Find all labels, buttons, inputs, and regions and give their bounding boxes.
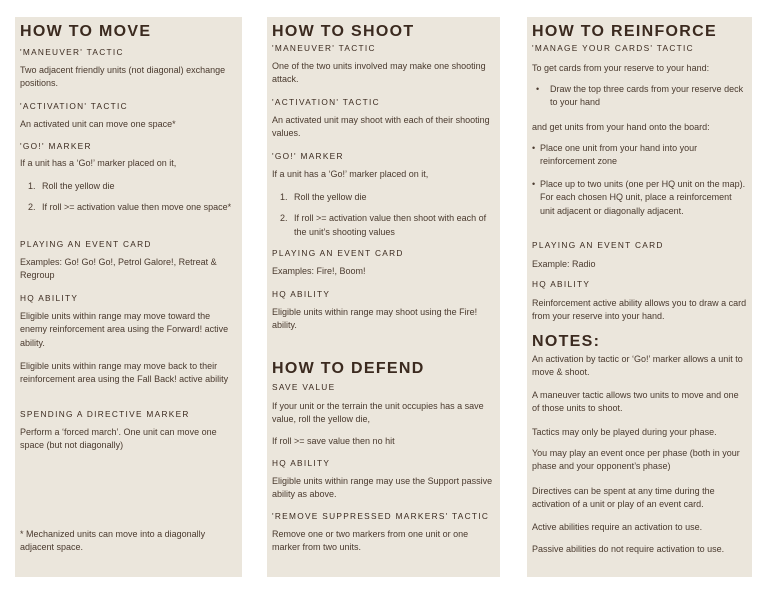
move-title: HOW TO MOVE bbox=[20, 23, 152, 40]
shoot-go-text: If a unit has a ‘Go!’ marker placed on it, bbox=[272, 169, 429, 179]
reinforce-event-text: Example: Radio bbox=[532, 259, 596, 269]
shoot-go-step-1: 1. Roll the yellow die bbox=[290, 191, 495, 204]
shoot-go-heading: 'GO!' MARKER bbox=[272, 151, 344, 161]
shoot-event-heading: PLAYING AN EVENT CARD bbox=[272, 248, 404, 258]
reinforce-title: HOW TO REINFORCE bbox=[532, 23, 717, 40]
move-panel bbox=[15, 17, 242, 577]
move-go-step-1: 1. Roll the yellow die bbox=[38, 180, 237, 193]
reinforce-bullet-draw: • Draw the top three cards from your reserve deck to your hand bbox=[550, 83, 747, 110]
reinforce-event-heading: PLAYING AN EVENT CARD bbox=[532, 240, 664, 250]
defend-title-wrap bbox=[272, 360, 495, 378]
move-go-heading: 'GO!' MARKER bbox=[20, 141, 92, 151]
reinforce-manage-text-1: To get cards from your reserve to your hand: bbox=[532, 63, 710, 73]
notes-item-3: Tactics may only be played during your phase. bbox=[532, 427, 717, 437]
notes-item-2: A maneuver tactic allows two units to move and one of those units to shoot. bbox=[532, 390, 739, 414]
notes-title-wrap bbox=[532, 333, 747, 351]
defend-remove-text: Remove one or two markers from one unit or one marker from two units. bbox=[272, 529, 469, 553]
move-event-heading: PLAYING AN EVENT CARD bbox=[20, 239, 152, 249]
notes-item-4: You may play an event once per phase (both in your phase and your opponent’s phase) bbox=[532, 448, 740, 472]
shoot-maneuver-heading: 'MANEUVER' TACTIC bbox=[272, 43, 376, 53]
reinforce-bullet-place-one: • Place one unit from your hand into your reinforcement zone bbox=[532, 142, 747, 169]
move-activation-heading: 'ACTIVATION' TACTIC bbox=[20, 101, 128, 111]
move-maneuver-text: Two adjacent friendly units (not diagonal) exchange positions. bbox=[20, 65, 226, 89]
move-directive-text: Perform a ‘forced march’. One unit can move one space (but not diagonally) bbox=[20, 427, 217, 451]
reinforce-hq-heading: HQ ABILITY bbox=[532, 279, 591, 289]
shoot-title: HOW TO SHOOT bbox=[272, 23, 415, 40]
shoot-event-text: Examples: Fire!, Boom! bbox=[272, 266, 366, 276]
shoot-hq-heading: HQ ABILITY bbox=[272, 289, 331, 299]
notes-item-7: Passive abilities do not require activation to use. bbox=[532, 544, 725, 554]
reinforce-manage-text-2: and get units from your hand onto the board: bbox=[532, 122, 710, 132]
notes-item-5: Directives can be spent at any time during the activation of a unit or play of an event card. bbox=[532, 486, 715, 510]
shoot-go-step-2: 2. If roll >= activation value then shoot with each of the unit’s shooting values bbox=[290, 212, 495, 239]
defend-hq-text: Eligible units within range may use the Support passive ability as above. bbox=[272, 476, 493, 500]
move-go-step-2: 2. If roll >= activation value then move one space* bbox=[38, 201, 237, 214]
defend-save-text-1: If your unit or the terrain the unit occupies has a save value, roll the yellow die, bbox=[272, 401, 484, 425]
defend-save-heading: SAVE VALUE bbox=[272, 382, 336, 392]
defend-save-text-2: If roll >= save value then no hit bbox=[272, 436, 395, 446]
shoot-hq-text: Eligible units within range may shoot using the Fire! ability. bbox=[272, 307, 478, 331]
shoot-maneuver-text: One of the two units involved may make one shooting attack. bbox=[272, 61, 486, 85]
notes-item-6: Active abilities require an activation to use. bbox=[532, 522, 703, 532]
move-hq-text-2: Eligible units within range may move back to their reinforcement area using the Fall Back! active ability bbox=[20, 361, 229, 385]
notes-item-1: An activation by tactic or ‘Go!’ marker allows a unit to move & shoot. bbox=[532, 354, 743, 378]
reinforce-manage-list-1 bbox=[532, 83, 747, 110]
shoot-go-steps bbox=[272, 191, 495, 239]
move-maneuver-heading: 'MANEUVER' TACTIC bbox=[20, 47, 124, 57]
shoot-defend-panel bbox=[267, 17, 500, 577]
move-event-text: Examples: Go! Go! Go!, Petrol Galore!, Retreat & Regroup bbox=[20, 257, 217, 281]
move-activation-text: An activated unit can move one space* bbox=[20, 119, 176, 129]
notes-title: NOTES: bbox=[532, 333, 601, 350]
defend-title: HOW TO DEFEND bbox=[272, 360, 425, 377]
shoot-activation-text: An activated unit may shoot with each of their shooting values. bbox=[272, 115, 490, 139]
defend-hq-heading: HQ ABILITY bbox=[272, 458, 331, 468]
move-go-text: If a unit has a ‘Go!’ marker placed on it, bbox=[20, 158, 177, 168]
move-hq-text-1: Eligible units within range may move toward the enemy reinforcement area using the Forward! active ability. bbox=[20, 311, 229, 348]
reinforce-bullet-place-two: • Place up to two units (one per HQ unit on the map). For each chosen HQ unit, place a reinforcement unit adjacent or diagonally adjacent. bbox=[532, 178, 747, 218]
move-go-steps bbox=[20, 180, 237, 215]
move-directive-heading: SPENDING A DIRECTIVE MARKER bbox=[20, 409, 190, 419]
reinforce-hq-text: Reinforcement active ability allows you to draw a card from your reserve into your hand. bbox=[532, 298, 747, 322]
defend-remove-heading: 'REMOVE SUPPRESSED MARKERS' TACTIC bbox=[272, 511, 490, 521]
reinforce-notes-panel bbox=[527, 17, 752, 577]
shoot-activation-heading: 'ACTIVATION' TACTIC bbox=[272, 97, 380, 107]
move-footnote: * Mechanized units can move into a diagonally adjacent space. bbox=[20, 529, 206, 553]
reinforce-manage-heading: 'MANAGE YOUR CARDS' TACTIC bbox=[532, 43, 694, 53]
move-hq-heading: HQ ABILITY bbox=[20, 293, 79, 303]
